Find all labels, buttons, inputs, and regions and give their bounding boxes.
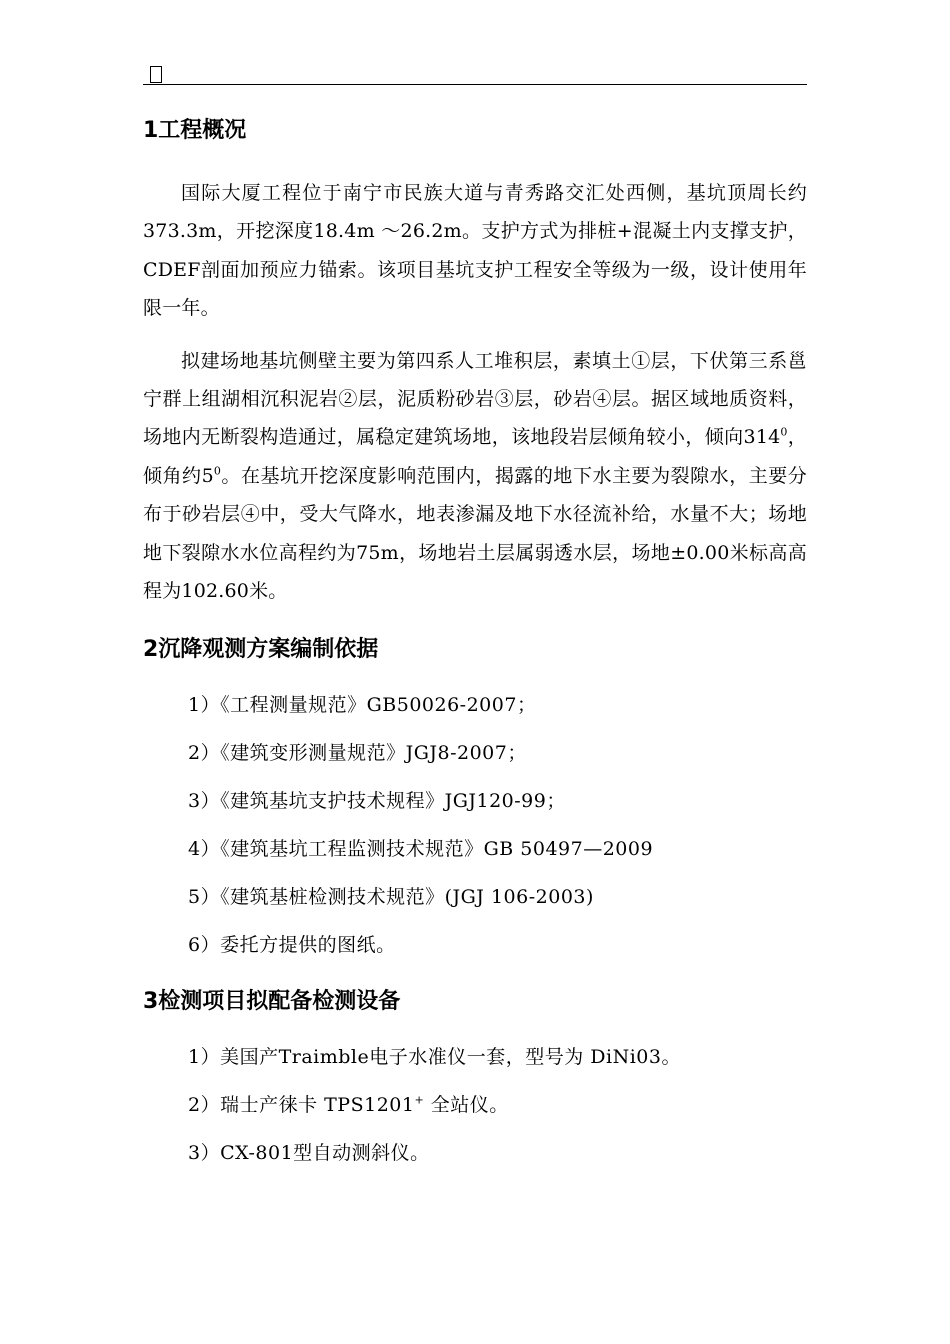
plus-sup: + (414, 1094, 425, 1108)
equipment-item: 1）美国产Traimble电子水准仪一套，型号为 DiNi03。 (188, 1046, 681, 1069)
equipment-item: 3）CX-801型自动测斜仪。 (188, 1142, 430, 1165)
equipment-item-text: 2）瑞士产徕卡 TPS1201 (188, 1094, 415, 1117)
degree-sup-2: 0 (213, 464, 222, 478)
para2-text-c: 。在基坑开挖深度影响范围内，揭露的地下水主要为裂隙水，主要分布于砂岩层④中，受大气降水，地表渗漏及地下水径流补给，水量不大；场地地下裂隙水水位高程约为75m，场地岩土层属弱透水层，场地±0.00米标高高程为102.60米。 (143, 464, 807, 603)
section-1-paragraph-2 (143, 342, 807, 611)
para2-text-b: ，倾角约5 (143, 426, 807, 487)
para2-text-a: 拟建场地基坑侧壁主要为第四系人工堆积层，素填土①层，下伏第三系邕宁群上组湖相沉积泥岩②层，泥质粉砂岩③层，砂岩④层。据区域地质资料，场地内无断裂构造通过，属稳定建筑场地，该地段岩层倾角较小，倾向314 (143, 349, 807, 449)
header-rule (143, 84, 807, 85)
document-body (143, 112, 807, 1165)
section-1-title: 1工程概况 (143, 118, 247, 143)
degree-sup-1: 0 (780, 426, 788, 440)
header-box-glyph (150, 66, 162, 83)
basis-item: 6）委托方提供的图纸。 (188, 934, 396, 957)
basis-item: 4）《建筑基坑工程监测技术规范》GB 50497—2009 (188, 838, 654, 861)
section-2-title: 2沉降观测方案编制依据 (143, 637, 379, 663)
section-3-title: 3检测项目拟配备检测设备 (143, 989, 401, 1015)
basis-item: 5）《建筑基桩检测技术规范》(JGJ 106-2003) (188, 886, 594, 909)
equipment-item (143, 1093, 807, 1117)
basis-item: 2）《建筑变形测量规范》JGJ8-2007； (188, 742, 527, 765)
basis-item: 3）《建筑基坑支护技术规程》JGJ120-99； (188, 790, 566, 813)
equipment-item-tail: 全站仪。 (424, 1094, 509, 1117)
basis-item: 1）《工程测量规范》GB50026-2007； (188, 694, 537, 717)
section-1-paragraph-1: 国际大厦工程位于南宁市民族大道与青秀路交汇处西侧，基坑顶周长约373.3m，开挖深度18.4m ～26.2m。支护方式为排桩+混凝土内支撑支护，CDEF剖面加预应力锚索。该项目基坑支护工程安全等级为一级，设计使用年限一年。 (143, 182, 807, 320)
